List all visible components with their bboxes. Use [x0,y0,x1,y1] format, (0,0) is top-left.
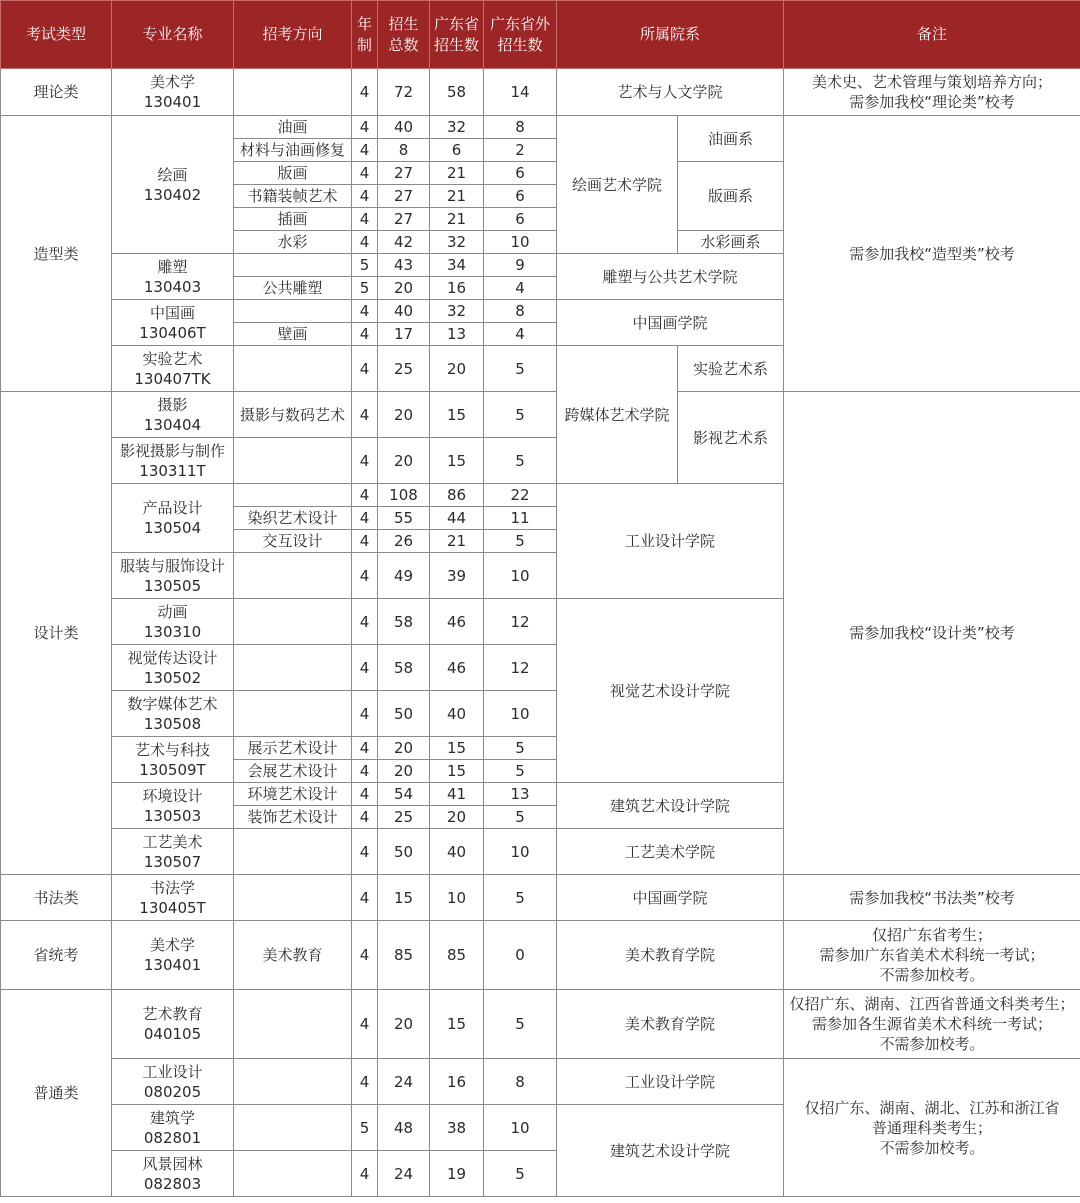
total-cell: 20 [378,277,430,300]
direction-cell: 会展艺术设计 [234,760,352,783]
years-cell: 4 [352,323,378,346]
total-cell: 58 [378,599,430,645]
guangdong-cell: 46 [430,599,484,645]
years-cell: 4 [352,829,378,875]
outside-cell: 4 [484,277,557,300]
years-cell: 4 [352,507,378,530]
table-row [1,116,1080,139]
years-cell: 4 [352,783,378,806]
years-cell: 4 [352,300,378,323]
college-cell: 建筑艺术设计学院 [557,783,784,829]
years-cell: 4 [352,530,378,553]
total-cell: 27 [378,208,430,231]
guangdong-cell: 6 [430,139,484,162]
remark-cell: 需参加我校“书法类”校考 [784,875,1080,921]
college-cell: 建筑艺术设计学院 [557,1105,784,1197]
college-cell: 美术教育学院 [557,921,784,990]
college-cell: 中国画学院 [557,875,784,921]
major-cell: 书法学 130405T [112,875,234,921]
remark-cell: 仅招广东、湖南、江西省普通文科类考生； 需参加各生源省美术术科统一考试； 不需参加校考。 [784,990,1080,1059]
direction-cell [234,691,352,737]
direction-cell: 装饰艺术设计 [234,806,352,829]
years-cell: 4 [352,921,378,990]
total-cell: 15 [378,875,430,921]
guangdong-cell: 39 [430,553,484,599]
header-total: 招生 总数 [378,1,430,69]
department-cell: 版画系 [678,162,784,231]
years-cell: 5 [352,1105,378,1151]
header-direction: 招考方向 [234,1,352,69]
outside-cell: 11 [484,507,557,530]
guangdong-cell: 21 [430,530,484,553]
total-cell: 17 [378,323,430,346]
department-cell: 水彩画系 [678,231,784,254]
major-cell: 环境设计 130503 [112,783,234,829]
outside-cell: 6 [484,185,557,208]
college-cell: 绘画艺术学院 [557,116,678,254]
direction-cell [234,599,352,645]
years-cell: 4 [352,760,378,783]
years-cell: 4 [352,69,378,116]
guangdong-cell: 38 [430,1105,484,1151]
table-row [1,990,1080,1059]
major-cell: 工艺美术 130507 [112,829,234,875]
exam-type-cell: 省统考 [1,921,112,990]
remark-cell: 仅招广东省考生； 需参加广东省美术术科统一考试； 不需参加校考。 [784,921,1080,990]
guangdong-cell: 21 [430,208,484,231]
total-cell: 25 [378,806,430,829]
guangdong-cell: 21 [430,185,484,208]
exam-type-cell: 理论类 [1,69,112,116]
outside-cell: 0 [484,921,557,990]
table-row [1,69,1080,116]
total-cell: 49 [378,553,430,599]
years-cell: 5 [352,277,378,300]
outside-cell: 8 [484,1059,557,1105]
direction-cell: 水彩 [234,231,352,254]
direction-cell [234,1105,352,1151]
direction-cell [234,990,352,1059]
header-outside: 广东省外 招生数 [484,1,557,69]
major-cell: 雕塑 130403 [112,254,234,300]
guangdong-cell: 15 [430,392,484,438]
major-cell: 动画 130310 [112,599,234,645]
direction-cell [234,875,352,921]
outside-cell: 5 [484,1151,557,1197]
outside-cell: 5 [484,990,557,1059]
outside-cell: 10 [484,553,557,599]
guangdong-cell: 21 [430,162,484,185]
total-cell: 40 [378,300,430,323]
total-cell: 72 [378,69,430,116]
direction-cell [234,1059,352,1105]
exam-type-cell: 设计类 [1,392,112,875]
years-cell: 4 [352,162,378,185]
outside-cell: 5 [484,806,557,829]
direction-cell: 展示艺术设计 [234,737,352,760]
direction-cell [234,829,352,875]
direction-cell [234,553,352,599]
guangdong-cell: 85 [430,921,484,990]
total-cell: 48 [378,1105,430,1151]
header-remark: 备注 [784,1,1080,69]
years-cell: 4 [352,599,378,645]
major-cell: 实验艺术 130407TK [112,346,234,392]
guangdong-cell: 40 [430,691,484,737]
years-cell: 4 [352,346,378,392]
outside-cell: 12 [484,645,557,691]
header-row [1,1,1080,69]
outside-cell: 5 [484,875,557,921]
table-row [1,1059,1080,1105]
total-cell: 20 [378,737,430,760]
college-cell: 工业设计学院 [557,1059,784,1105]
direction-cell: 公共雕塑 [234,277,352,300]
college-cell: 工艺美术学院 [557,829,784,875]
outside-cell: 8 [484,116,557,139]
total-cell: 54 [378,783,430,806]
guangdong-cell: 86 [430,484,484,507]
years-cell: 4 [352,139,378,162]
outside-cell: 4 [484,323,557,346]
outside-cell: 5 [484,760,557,783]
years-cell: 5 [352,254,378,277]
outside-cell: 10 [484,231,557,254]
remark-cell: 美术史、艺术管理与策划培养方向； 需参加我校“理论类”校考 [784,69,1080,116]
total-cell: 20 [378,392,430,438]
department-cell: 油画系 [678,116,784,162]
direction-cell [234,346,352,392]
major-cell: 风景园林 082803 [112,1151,234,1197]
years-cell: 4 [352,185,378,208]
college-cell: 工业设计学院 [557,484,784,599]
outside-cell: 8 [484,300,557,323]
major-cell: 数字媒体艺术 130508 [112,691,234,737]
total-cell: 27 [378,162,430,185]
college-cell: 跨媒体艺术学院 [557,346,678,484]
total-cell: 24 [378,1059,430,1105]
guangdong-cell: 15 [430,990,484,1059]
guangdong-cell: 20 [430,806,484,829]
major-cell: 美术学 130401 [112,921,234,990]
direction-cell: 材料与油画修复 [234,139,352,162]
guangdong-cell: 41 [430,783,484,806]
years-cell: 4 [352,208,378,231]
total-cell: 24 [378,1151,430,1197]
remark-cell: 仅招广东、湖南、湖北、江苏和浙江省 普通理科类考生； 不需参加校考。 [784,1059,1080,1197]
total-cell: 8 [378,139,430,162]
total-cell: 25 [378,346,430,392]
total-cell: 55 [378,507,430,530]
years-cell: 4 [352,484,378,507]
years-cell: 4 [352,1059,378,1105]
direction-cell [234,1151,352,1197]
college-cell: 艺术与人文学院 [557,69,784,116]
exam-type-cell: 书法类 [1,875,112,921]
guangdong-cell: 44 [430,507,484,530]
years-cell: 4 [352,553,378,599]
direction-cell [234,300,352,323]
years-cell: 4 [352,645,378,691]
major-cell: 美术学 130401 [112,69,234,116]
guangdong-cell: 15 [430,737,484,760]
department-cell: 实验艺术系 [678,346,784,392]
guangdong-cell: 32 [430,231,484,254]
major-cell: 中国画 130406T [112,300,234,346]
direction-cell [234,254,352,277]
guangdong-cell: 32 [430,300,484,323]
major-cell: 视觉传达设计 130502 [112,645,234,691]
table-row [1,875,1080,921]
major-cell: 艺术教育 040105 [112,990,234,1059]
direction-cell [234,69,352,116]
guangdong-cell: 10 [430,875,484,921]
major-cell: 艺术与科技 130509T [112,737,234,783]
total-cell: 20 [378,990,430,1059]
total-cell: 43 [378,254,430,277]
major-cell: 服装与服饰设计 130505 [112,553,234,599]
college-cell: 雕塑与公共艺术学院 [557,254,784,300]
total-cell: 40 [378,116,430,139]
total-cell: 50 [378,691,430,737]
total-cell: 50 [378,829,430,875]
outside-cell: 5 [484,530,557,553]
direction-cell: 书籍装帧艺术 [234,185,352,208]
outside-cell: 5 [484,392,557,438]
total-cell: 20 [378,760,430,783]
major-cell: 摄影 130404 [112,392,234,438]
table-row [1,921,1080,990]
years-cell: 4 [352,392,378,438]
header-years: 年 制 [352,1,378,69]
direction-cell: 油画 [234,116,352,139]
outside-cell: 12 [484,599,557,645]
direction-cell: 染织艺术设计 [234,507,352,530]
guangdong-cell: 40 [430,829,484,875]
remark-cell: 需参加我校“设计类”校考 [784,392,1080,875]
outside-cell: 6 [484,208,557,231]
direction-cell: 版画 [234,162,352,185]
total-cell: 42 [378,231,430,254]
years-cell: 4 [352,438,378,484]
college-cell: 美术教育学院 [557,990,784,1059]
remark-cell: 需参加我校“造型类”校考 [784,116,1080,392]
guangdong-cell: 20 [430,346,484,392]
outside-cell: 5 [484,438,557,484]
direction-cell: 环境艺术设计 [234,783,352,806]
guangdong-cell: 58 [430,69,484,116]
direction-cell: 交互设计 [234,530,352,553]
major-cell: 工业设计 080205 [112,1059,234,1105]
outside-cell: 22 [484,484,557,507]
college-cell: 视觉艺术设计学院 [557,599,784,783]
years-cell: 4 [352,231,378,254]
total-cell: 26 [378,530,430,553]
guangdong-cell: 34 [430,254,484,277]
guangdong-cell: 15 [430,438,484,484]
years-cell: 4 [352,1151,378,1197]
direction-cell [234,484,352,507]
guangdong-cell: 13 [430,323,484,346]
guangdong-cell: 16 [430,277,484,300]
header-exam-type: 考试类型 [1,1,112,69]
outside-cell: 9 [484,254,557,277]
outside-cell: 5 [484,346,557,392]
outside-cell: 2 [484,139,557,162]
guangdong-cell: 16 [430,1059,484,1105]
direction-cell [234,645,352,691]
years-cell: 4 [352,691,378,737]
direction-cell [234,438,352,484]
total-cell: 27 [378,185,430,208]
outside-cell: 13 [484,783,557,806]
guangdong-cell: 32 [430,116,484,139]
guangdong-cell: 15 [430,760,484,783]
total-cell: 108 [378,484,430,507]
years-cell: 4 [352,990,378,1059]
guangdong-cell: 19 [430,1151,484,1197]
exam-type-cell: 造型类 [1,116,112,392]
years-cell: 4 [352,737,378,760]
years-cell: 4 [352,806,378,829]
outside-cell: 5 [484,737,557,760]
college-cell: 中国画学院 [557,300,784,346]
major-cell: 绘画 130402 [112,116,234,254]
header-college: 所属院系 [557,1,784,69]
years-cell: 4 [352,116,378,139]
outside-cell: 14 [484,69,557,116]
total-cell: 58 [378,645,430,691]
years-cell: 4 [352,875,378,921]
outside-cell: 10 [484,1105,557,1151]
exam-type-cell: 普通类 [1,990,112,1197]
major-cell: 建筑学 082801 [112,1105,234,1151]
total-cell: 85 [378,921,430,990]
total-cell: 20 [378,438,430,484]
guangdong-cell: 46 [430,645,484,691]
direction-cell: 摄影与数码艺术 [234,392,352,438]
major-cell: 产品设计 130504 [112,484,234,553]
outside-cell: 6 [484,162,557,185]
outside-cell: 10 [484,829,557,875]
direction-cell: 插画 [234,208,352,231]
outside-cell: 10 [484,691,557,737]
major-cell: 影视摄影与制作 130311T [112,438,234,484]
department-cell: 影视艺术系 [678,392,784,484]
table-row [1,392,1080,438]
header-guangdong: 广东省 招生数 [430,1,484,69]
direction-cell: 美术教育 [234,921,352,990]
direction-cell: 壁画 [234,323,352,346]
header-major: 专业名称 [112,1,234,69]
